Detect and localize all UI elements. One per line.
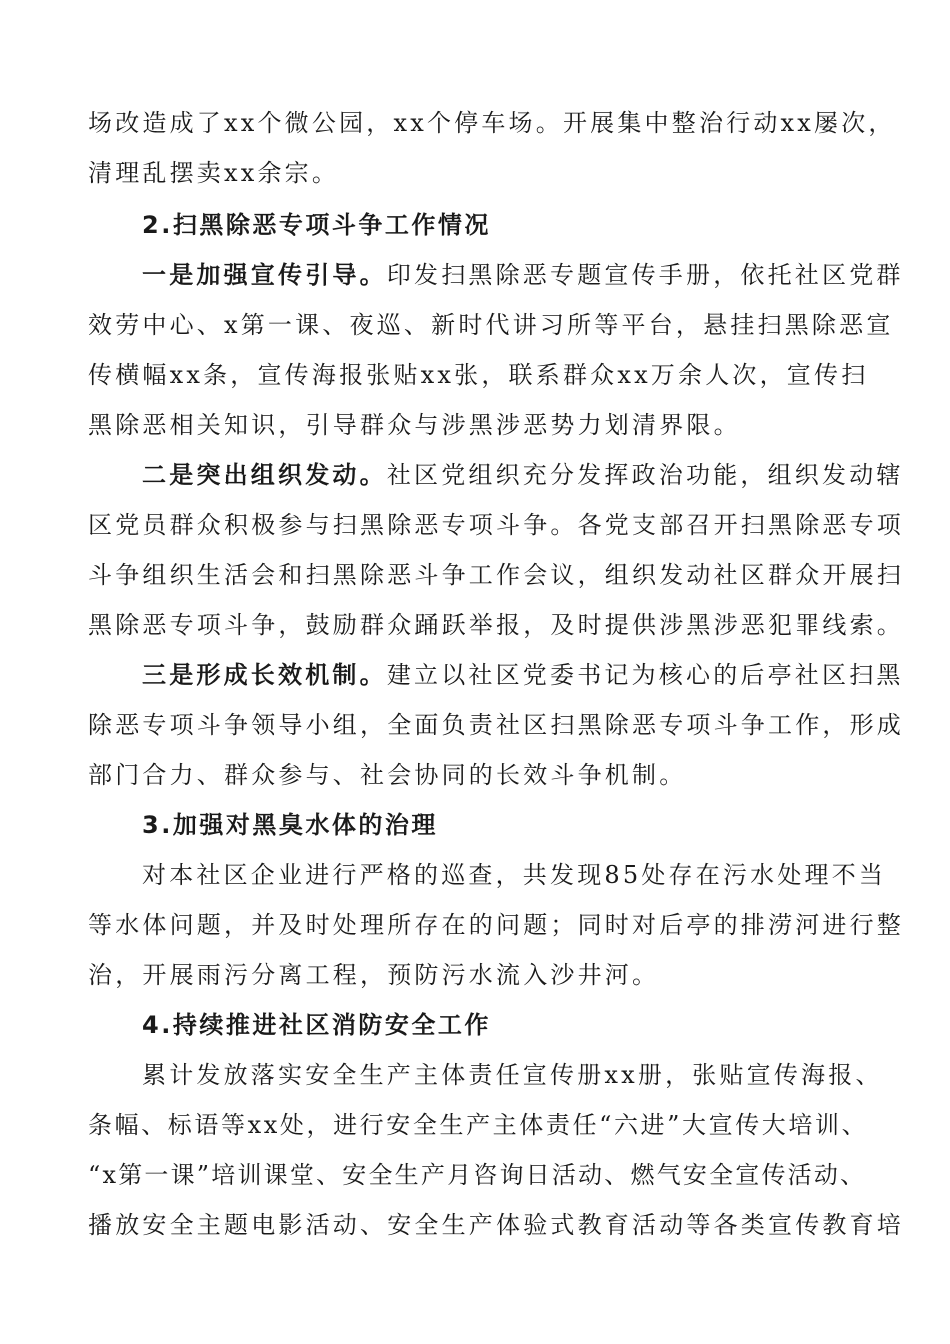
body-text-line: 场改造成了xx个微公园，xx个停车场。开展集中整治行动xx屡次， <box>88 109 896 137</box>
section-heading: 3.加强对黑臭水体的治理 <box>142 811 438 839</box>
body-text-line: 等水体问题，并及时处理所存在的问题；同时对后亭的排涝河进行整 <box>88 911 904 939</box>
body-text-line: 部门合力、群众参与、社会协同的长效斗争机制。 <box>88 761 687 789</box>
paragraph-text: 社区党组织充分发挥政治功能，组织发动辖 <box>386 461 904 489</box>
body-text-line: 区党员群众积极参与扫黑除恶专项斗争。各党支部召开扫黑除恶专项 <box>88 511 904 539</box>
paragraph-lead-bold: 二是突出组织发动。 <box>142 460 387 489</box>
body-text-line: 条幅、标语等xx处，进行安全生产主体责任“六进”大宣传大培训、 <box>88 1111 869 1139</box>
body-text-line: 黑除恶专项斗争，鼓励群众踊跃举报，及时提供涉黑涉恶犯罪线索。 <box>88 611 904 639</box>
body-text-line: “x第一课”培训课堂、安全生产月咨询日活动、燃气安全宣传活动、 <box>88 1161 867 1189</box>
paragraph-text: 印发扫黑除恶专题宣传手册，依托社区党群 <box>386 261 904 289</box>
body-text-line: 传横幅xx条，宣传海报张贴xx张，联系群众xx万余人次，宣传扫 <box>88 361 869 389</box>
section-heading: 4.持续推进社区消防安全工作 <box>142 1011 491 1039</box>
body-text-line: 效劳中心、x第一课、夜巡、新时代讲习所等平台，悬挂扫黑除恶宣 <box>88 311 894 339</box>
paragraph-line <box>142 258 904 292</box>
body-text-line: 斗争组织生活会和扫黑除恶斗争工作会议，组织发动社区群众开展扫 <box>88 561 904 589</box>
body-text-line: 累计发放落实安全生产主体责任宣传册xx册，张贴宣传海报、 <box>142 1061 883 1089</box>
body-text-line: 治，开展雨污分离工程，预防污水流入沙井河。 <box>88 961 660 989</box>
paragraph-line <box>142 658 904 692</box>
paragraph-lead-bold: 三是形成长效机制。 <box>142 660 387 689</box>
paragraph-text: 建立以社区党委书记为核心的后亭社区扫黑 <box>386 661 904 689</box>
paragraph-lead-bold: 一是加强宣传引导。 <box>142 260 387 289</box>
body-text-line: 播放安全主题电影活动、安全生产体验式教育活动等各类宣传教育培 <box>88 1211 904 1239</box>
paragraph-line <box>142 458 904 492</box>
body-text-line: 清理乱摆卖xx余宗。 <box>88 159 340 187</box>
body-text-line: 黑除恶相关知识，引导群众与涉黑涉恶势力划清界限。 <box>88 411 741 439</box>
body-text-line: 除恶专项斗争领导小组，全面负责社区扫黑除恶专项斗争工作，形成 <box>88 711 904 739</box>
section-heading: 2.扫黑除恶专项斗争工作情况 <box>142 211 491 239</box>
body-text-line: 对本社区企业进行严格的巡查，共发现85处存在污水处理不当 <box>142 861 887 889</box>
